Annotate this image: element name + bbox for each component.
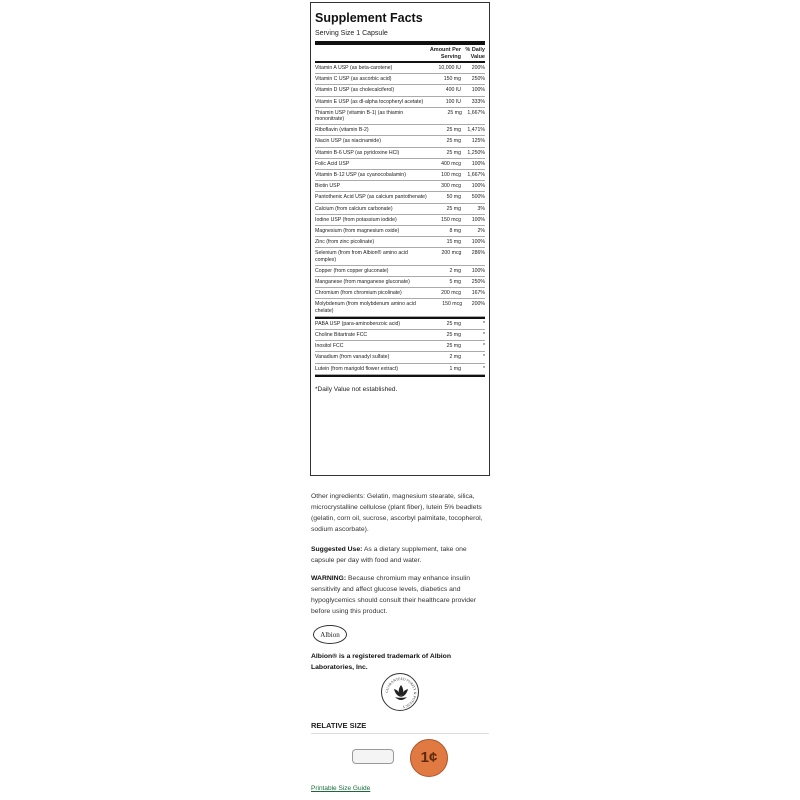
nutrient-daily-value: 200% [471, 65, 485, 71]
nutrient-row [315, 364, 485, 375]
nutrient-name: Niacin USP (as niacinamide) [315, 138, 381, 145]
nutrient-name: Pantothenic Acid USP (as calcium pantothenate) [315, 194, 427, 201]
nutrient-amount: 200 mcg [441, 290, 461, 297]
nutrient-daily-value: 100% [471, 267, 485, 274]
nutrient-amount: 150 mcg [442, 301, 463, 308]
nutrient-row [315, 330, 485, 341]
nutrient-row [315, 352, 485, 363]
nutrient-row [315, 248, 485, 265]
nutrient-amount: 400 IU [445, 87, 461, 94]
nutrient-row [315, 226, 485, 237]
nutrient-daily-value: 3% [477, 205, 485, 212]
relative-size-title: RELATIVE SIZE [311, 721, 367, 730]
nutrient-daily-value: 1,250% [467, 149, 485, 156]
nutrient-daily-value: 1,667% [467, 172, 485, 179]
nutrient-group-vitamins-minerals [315, 63, 485, 317]
nutrient-name: Calcium (from calcium carbonate) [315, 205, 393, 212]
nutrient-amount: 5 mg [449, 279, 461, 286]
nutrient-group-other [315, 319, 485, 375]
nutrient-name: Zinc (from zinc picolinate) [315, 239, 375, 246]
nutrient-name: Manganese (from manganese gluconate) [315, 279, 410, 286]
nutrient-daily-value: 286% [471, 250, 485, 257]
nutrient-row [315, 215, 485, 226]
nutrient-name: Iodine USP (from potassium iodide) [315, 216, 397, 223]
nutrient-amount: 25 mg [446, 320, 461, 327]
nutrient-row [315, 63, 485, 74]
nutrient-row [315, 181, 485, 192]
nutrient-row [315, 319, 485, 330]
nutrient-daily-value: 100% [471, 183, 485, 190]
nutrient-amount: 25 mg [446, 205, 461, 212]
nutrient-amount: 15 mg [446, 239, 461, 246]
nutrient-daily-value: 167% [471, 290, 485, 297]
nutrient-row [315, 85, 485, 96]
nutrient-name: Lutein (from marigold flower extract) [315, 365, 399, 372]
nutrient-name: Vitamin B-6 USP (as pyridoxine HCl) [315, 149, 400, 156]
nutrient-daily-value: * [482, 320, 485, 327]
nutrient-daily-value: 1,667% [467, 109, 485, 116]
facts-column-header [315, 45, 485, 61]
albion-logo: Albion [313, 625, 347, 644]
relative-size-divider [311, 733, 489, 734]
nutrient-name: Magnesium (from magnesium oxide) [315, 228, 400, 235]
nutrient-name: Vitamin C USP (as ascorbic acid) [315, 76, 392, 83]
nutrient-daily-value: * [482, 354, 485, 361]
nutrient-amount: 100 IU [445, 98, 461, 105]
nutrient-amount: 25 mg [446, 138, 461, 145]
nutrient-name: Riboflavin (vitamin B-2) [315, 127, 369, 134]
capsule-size-icon [352, 749, 394, 764]
nutrient-row [315, 341, 485, 352]
nutrient-daily-value: 333% [471, 98, 485, 105]
nutrient-row [315, 299, 485, 316]
nutrient-amount: 150 mcg [441, 216, 461, 223]
nutrient-daily-value: * [482, 332, 485, 339]
nutrient-name: Choline Bitartrate FCC [315, 332, 368, 339]
divider-bottom [315, 375, 485, 377]
nutrient-name: Copper (from copper gluconate) [315, 267, 389, 274]
nutrient-daily-value: 100% [471, 239, 485, 246]
nutrient-daily-value: 1,471% [467, 127, 485, 134]
nutrient-amount: 8 mg [449, 228, 461, 235]
nutrient-amount: 150 mg [443, 76, 461, 83]
nutrient-row [315, 266, 485, 277]
nutrient-row [315, 288, 485, 299]
guaranteed-purity-seal-icon [381, 673, 419, 711]
nutrient-amount: 25 mg [446, 149, 461, 156]
nutrient-daily-value: 100% [471, 216, 485, 223]
nutrient-daily-value: 250% [471, 279, 485, 286]
other-ingredients: Other ingredients: Gelatin, magnesium stearate, silica, microcrystalline cellulose (plant fiber), lutein 5% beadlets (gelatin, corn oil, sucrose, ascorbyl palmitate, tocopherol, sodium ascorbate). [311, 493, 483, 533]
nutrient-amount: 50 mg [446, 194, 461, 201]
nutrient-row [315, 108, 485, 125]
nutrient-row [315, 192, 485, 203]
serving-size: Serving Size 1 Capsule [315, 30, 388, 37]
penny-coin-icon: 1¢ [410, 739, 448, 777]
nutrient-row [315, 277, 485, 288]
supplement-facts-panel [310, 2, 490, 476]
nutrient-row [315, 170, 485, 181]
suggested-use [311, 544, 491, 566]
nutrient-amount: 25 mg [446, 332, 461, 339]
nutrient-name: Vitamin E USP (as dl-alpha tocopheryl acetate) [315, 98, 424, 105]
nutrient-amount: 200 mcg [441, 250, 462, 257]
suggested-use-text: As a dietary supplement, take one capsule per day with food and water. [311, 546, 467, 564]
nutrient-amount: 25 mg [447, 109, 462, 116]
nutrient-daily-value: 100% [471, 160, 485, 167]
nutrient-daily-value: 250% [471, 76, 485, 83]
nutrient-row [315, 97, 485, 108]
nutrient-daily-value: 500% [471, 194, 485, 201]
nutrient-name: Chromium (from chromium picolinate) [315, 290, 402, 297]
facts-title: Supplement Facts [315, 11, 423, 25]
nutrient-name: Vitamin A USP (as beta-carotene) [315, 65, 393, 71]
warning-text: Because chromium may enhance insulin sensitivity and affect glucose levels, diabetics and hypoglycemics should consult their healthcare provider before using this product. [311, 575, 477, 615]
nutrient-daily-value: 200% [471, 301, 485, 308]
suggested-use-label: Suggested Use: [311, 546, 363, 553]
nutrient-amount: 2 mg [449, 267, 461, 274]
nutrient-amount: 100 mcg [441, 172, 461, 179]
albion-trademark: Albion® is a registered trademark of Albion Laboratories, Inc. [311, 653, 451, 671]
nutrient-name: PABA USP (para-aminobenzoic acid) [315, 320, 401, 327]
nutrient-row [315, 74, 485, 85]
nutrient-name: Biotin USP [315, 183, 341, 190]
nutrient-row [315, 237, 485, 248]
nutrient-name: Thiamin USP (vitamin B-1) (as thiamin mononitrate) [315, 109, 404, 123]
nutrient-name: Inositol FCC [315, 343, 344, 350]
nutrient-amount: 1 mg [449, 365, 461, 372]
nutrient-daily-value: 100% [471, 87, 485, 94]
nutrient-name: Vitamin D USP (as cholecalciferol) [315, 87, 395, 94]
nutrient-daily-value: 125% [471, 138, 485, 145]
nutrient-amount: 400 mcg [441, 160, 461, 167]
seal-text: GUARANTEED PURITY & POTENCY [384, 676, 418, 709]
nutrient-daily-value: * [482, 365, 485, 372]
daily-value-header: % Daily Value [465, 47, 485, 60]
nutrient-name: Selenium (from from Albion® amino acid complex) [315, 250, 408, 263]
warning [311, 573, 491, 617]
printable-size-guide-link[interactable]: Printable Size Guide [311, 785, 371, 792]
nutrient-name: Vanadium (from vanadyl sulfate) [315, 354, 390, 361]
nutrient-amount: 25 mg [446, 343, 461, 350]
nutrient-row [315, 125, 485, 136]
nutrient-amount: 300 mcg [441, 183, 461, 190]
nutrient-row [315, 159, 485, 170]
daily-value-footnote: *Daily Value not established. [315, 385, 398, 393]
amount-header: Amount Per Serving [429, 47, 461, 60]
nutrient-daily-value: 2% [477, 228, 485, 235]
nutrient-name: Folic Acid USP [315, 160, 350, 167]
nutrient-amount: 2 mg [449, 354, 461, 361]
nutrient-row [315, 136, 485, 147]
nutrient-amount: 25 mg [446, 127, 461, 134]
nutrient-daily-value: * [482, 343, 485, 350]
nutrient-amount: 10,000 IU [438, 65, 461, 71]
nutrient-row [315, 204, 485, 215]
warning-label: WARNING: [311, 575, 347, 582]
nutrient-row [315, 148, 485, 159]
nutrient-name: Molybdenum (from molybdenum amino acid chelate) [315, 301, 416, 314]
nutrient-name: Vitamin B-12 USP (as cyanocobalamin) [315, 172, 406, 179]
